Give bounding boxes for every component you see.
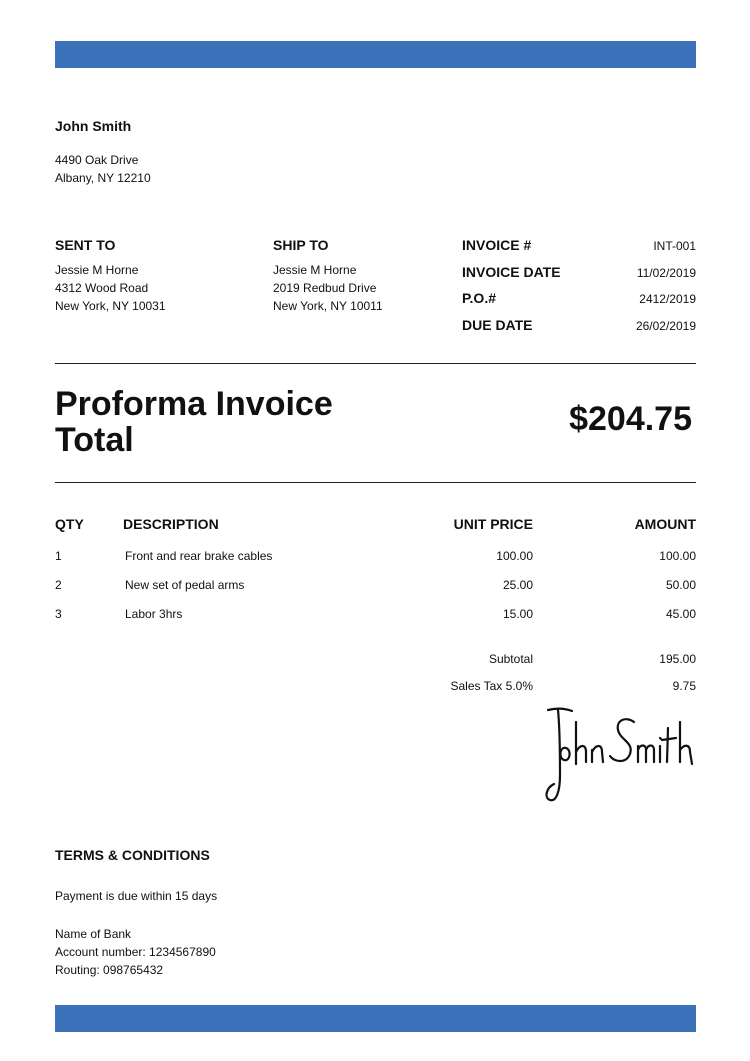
tax-value: 9.75	[672, 679, 696, 693]
subtotal-value: 195.00	[659, 652, 696, 666]
row-description: New set of pedal arms	[125, 578, 245, 592]
meta-value: 26/02/2019	[635, 318, 696, 333]
invoice-title	[55, 386, 375, 458]
row-description: Front and rear brake cables	[125, 549, 273, 563]
meta-value: 2412/2019	[639, 292, 696, 306]
bank-routing: Routing: 098765432	[55, 963, 164, 977]
row-amount: 100.00	[659, 549, 696, 563]
row-qty: 1	[55, 549, 62, 563]
meta-label: P.O.#	[462, 290, 496, 306]
bottom-accent-bar	[55, 1005, 696, 1032]
signature	[530, 700, 700, 810]
invoice-title-line2: Total	[55, 421, 134, 459]
col-header-description: DESCRIPTION	[123, 516, 219, 532]
meta-value: 11/02/2019	[636, 265, 696, 280]
ship-to-address-line2: New York, NY 10011	[273, 299, 383, 313]
meta-row-invoice-date	[462, 264, 696, 291]
sent-to-block	[55, 237, 166, 315]
meta-row-po-number	[462, 290, 696, 317]
ship-to-heading: SHIP TO	[273, 237, 329, 253]
terms-heading: TERMS & CONDITIONS	[55, 847, 210, 863]
ship-to-address-line1: 2019 Redbud Drive	[273, 281, 377, 295]
meta-value: INT-001	[653, 239, 696, 253]
sent-to-name: Jessie M Horne	[55, 263, 139, 277]
meta-label: INVOICE #	[462, 237, 532, 253]
row-qty: 2	[55, 578, 62, 592]
row-unit-price: 15.00	[502, 607, 533, 621]
bank-details	[55, 925, 216, 979]
row-qty: 3	[55, 607, 62, 621]
meta-row-due-date	[462, 317, 696, 344]
sender-address-line2: Albany, NY 12210	[55, 171, 151, 185]
invoice-total: $204.75	[569, 400, 692, 438]
sent-to-address-line1: 4312 Wood Road	[55, 281, 149, 295]
row-amount: 45.00	[665, 607, 696, 621]
sent-to-address	[55, 261, 166, 315]
terms-payment: Payment is due within 15 days	[55, 889, 218, 903]
subtotal-label: Subtotal	[488, 652, 533, 666]
col-header-amount: AMOUNT	[634, 516, 696, 532]
row-unit-price: 100.00	[496, 549, 533, 563]
bank-account: Account number: 1234567890	[55, 945, 216, 959]
invoice-title-line1: Proforma Invoice	[55, 385, 333, 423]
divider-top	[55, 363, 696, 364]
sender-address-line1: 4490 Oak Drive	[55, 153, 139, 167]
col-header-unit-price: UNIT PRICE	[453, 516, 533, 532]
sender-address	[55, 151, 151, 187]
bank-name: Name of Bank	[55, 927, 132, 941]
invoice-meta	[462, 237, 696, 343]
meta-label: INVOICE DATE	[462, 263, 561, 280]
ship-to-block	[273, 237, 383, 315]
row-unit-price: 25.00	[502, 578, 533, 592]
ship-to-address	[273, 261, 383, 315]
sent-to-heading: SENT TO	[55, 237, 116, 253]
sender-name: John Smith	[55, 118, 132, 134]
row-description: Labor 3hrs	[125, 607, 183, 621]
col-header-qty: QTY	[55, 516, 84, 532]
signature-drawing	[530, 700, 700, 810]
top-accent-bar	[55, 41, 696, 68]
meta-label: DUE DATE	[462, 316, 533, 333]
meta-row-invoice-number	[462, 237, 696, 264]
ship-to-name: Jessie M Horne	[273, 263, 357, 277]
divider-bottom	[55, 482, 696, 483]
sent-to-address-line2: New York, NY 10031	[55, 299, 166, 313]
tax-label: Sales Tax 5.0%	[450, 679, 533, 693]
row-amount: 50.00	[665, 578, 696, 592]
